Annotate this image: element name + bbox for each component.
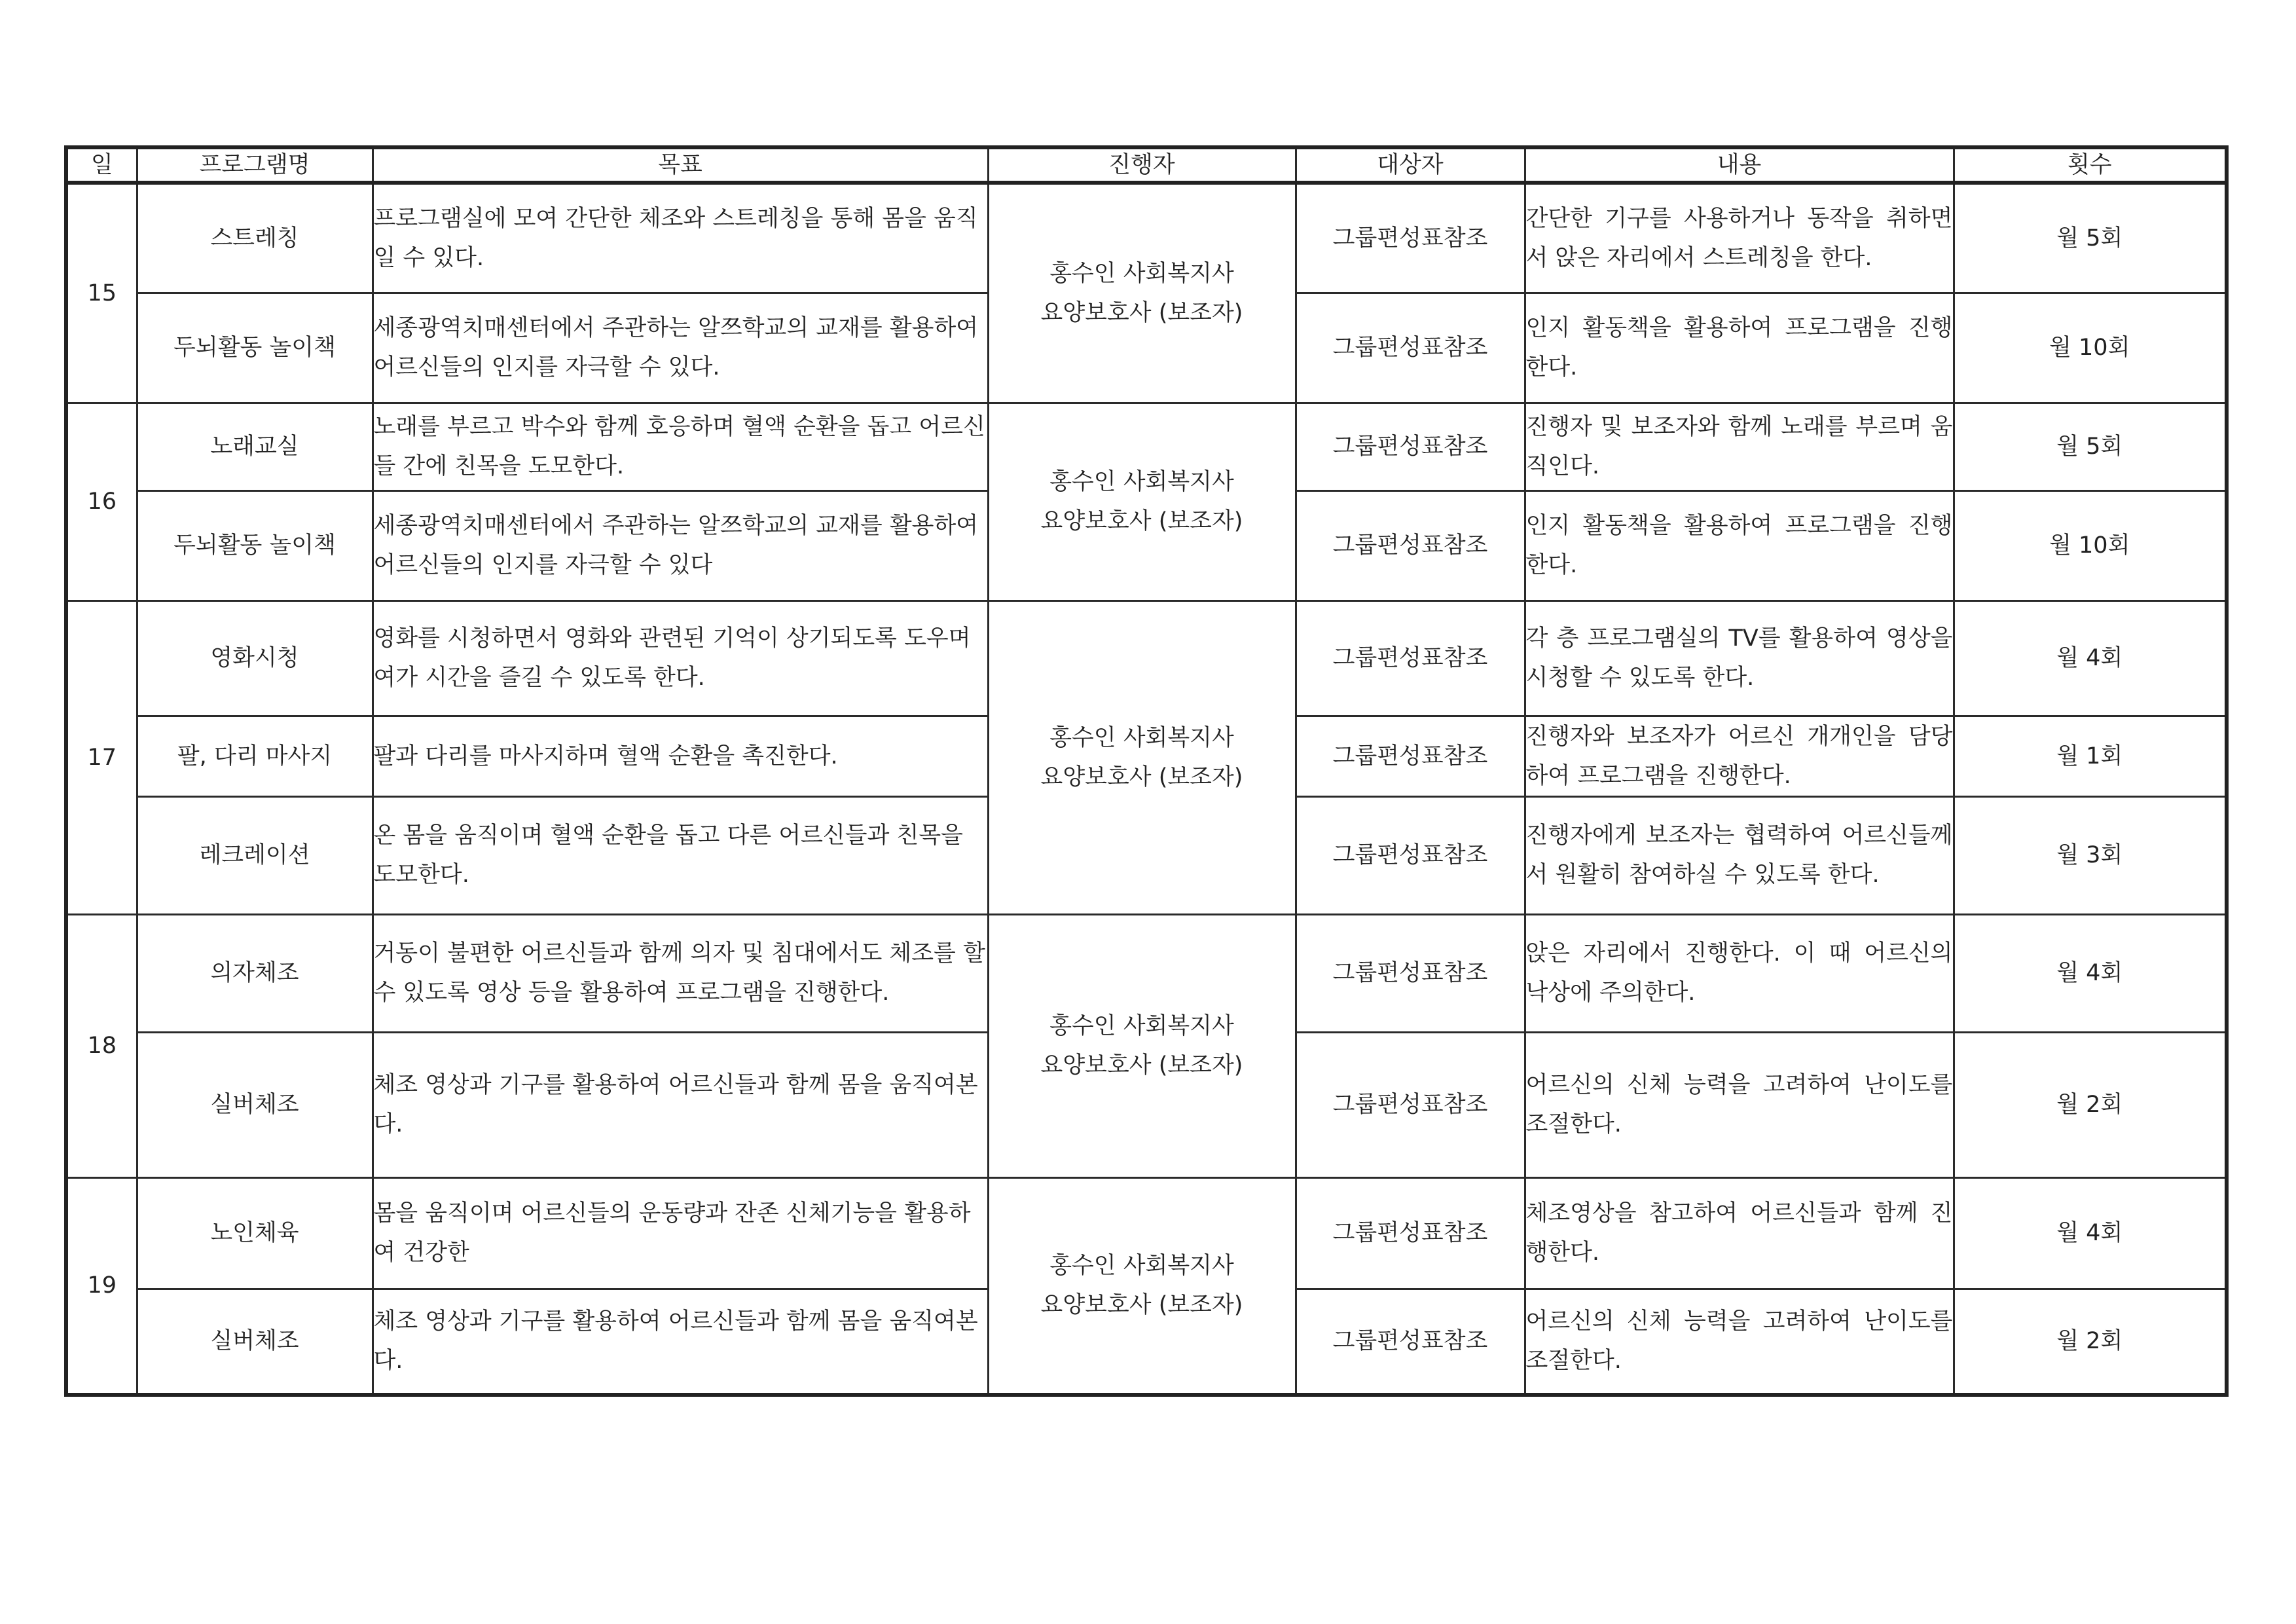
day-cell: 17 <box>66 600 137 914</box>
goal-cell: 몸을 움직이며 어르신들의 운동량과 잔존 신체기능을 활용하여 건강한 <box>373 1177 988 1289</box>
target-cell: 그룹편성표참조 <box>1296 914 1525 1032</box>
target-cell: 그룹편성표참조 <box>1296 183 1525 293</box>
day-cell: 19 <box>66 1177 137 1395</box>
target-cell: 그룹편성표참조 <box>1296 490 1525 600</box>
leader-assistant: 요양보호사 (보조자) <box>1040 764 1243 790</box>
leader-assistant: 요양보호사 (보조자) <box>1040 508 1243 534</box>
target-cell: 그룹편성표참조 <box>1296 716 1525 796</box>
program-schedule-table <box>64 145 2229 1397</box>
content-cell: 체조영상을 참고하여 어르신들과 함께 진행한다. <box>1525 1177 1954 1289</box>
table-row <box>66 600 2227 716</box>
goal-cell: 세종광역치매센터에서 주관하는 알쯔학교의 교재를 활용하여 어르신들의 인지를 자극할 수 있다 <box>373 490 988 600</box>
target-cell: 그룹편성표참조 <box>1296 1177 1525 1289</box>
program-name-cell: 실버체조 <box>137 1032 373 1177</box>
day-cell: 18 <box>66 914 137 1177</box>
table-row <box>66 1177 2227 1289</box>
leader-assistant: 요양보호사 (보조자) <box>1040 1292 1243 1319</box>
program-name-cell: 실버체조 <box>137 1289 373 1395</box>
leader-assistant: 요양보호사 (보조자) <box>1040 299 1243 326</box>
leader-name: 홍수인 사회복지사 <box>1049 1253 1234 1280</box>
program-name-cell: 두뇌활동 놀이책 <box>137 490 373 600</box>
leader-cell <box>988 914 1296 1177</box>
count-cell: 월 10회 <box>1954 490 2227 600</box>
count-cell: 월 1회 <box>1954 716 2227 796</box>
table-row <box>66 914 2227 1032</box>
count-cell: 월 4회 <box>1954 600 2227 716</box>
content-cell: 간단한 기구를 사용하거나 동작을 취하면서 앉은 자리에서 스트레칭을 한다. <box>1525 183 1954 293</box>
count-cell: 월 2회 <box>1954 1289 2227 1395</box>
program-name-cell: 레크레이션 <box>137 796 373 914</box>
leader-name: 홍수인 사회복지사 <box>1049 469 1234 495</box>
program-name-cell: 영화시청 <box>137 600 373 716</box>
header-target: 대상자 <box>1296 147 1525 183</box>
target-cell: 그룹편성표참조 <box>1296 403 1525 490</box>
program-schedule-sheet <box>64 145 2225 1397</box>
target-cell: 그룹편성표참조 <box>1296 1289 1525 1395</box>
goal-cell: 프로그램실에 모여 간단한 체조와 스트레칭을 통해 몸을 움직일 수 있다. <box>373 183 988 293</box>
header-count: 횟수 <box>1954 147 2227 183</box>
target-cell: 그룹편성표참조 <box>1296 600 1525 716</box>
goal-cell: 온 몸을 움직이며 혈액 순환을 돕고 다른 어르신들과 친목을 도모한다. <box>373 796 988 914</box>
program-name-cell: 스트레칭 <box>137 183 373 293</box>
leader-name: 홍수인 사회복지사 <box>1049 1013 1234 1039</box>
day-cell: 15 <box>66 183 137 403</box>
header-content: 내용 <box>1525 147 1954 183</box>
leader-name: 홍수인 사회복지사 <box>1049 724 1234 751</box>
count-cell: 월 3회 <box>1954 796 2227 914</box>
header-leader: 진행자 <box>988 147 1296 183</box>
program-name-cell: 노인체육 <box>137 1177 373 1289</box>
count-cell: 월 5회 <box>1954 183 2227 293</box>
leader-cell <box>988 1177 1296 1395</box>
header-goal: 목표 <box>373 147 988 183</box>
count-cell: 월 4회 <box>1954 914 2227 1032</box>
target-cell: 그룹편성표참조 <box>1296 293 1525 403</box>
count-cell: 월 4회 <box>1954 1177 2227 1289</box>
table-row <box>66 183 2227 293</box>
content-cell: 진행자 및 보조자와 함께 노래를 부르며 움직인다. <box>1525 403 1954 490</box>
program-name-cell: 의자체조 <box>137 914 373 1032</box>
program-name-cell: 두뇌활동 놀이책 <box>137 293 373 403</box>
header-day: 일 <box>66 147 137 183</box>
content-cell: 앉은 자리에서 진행한다. 이 때 어르신의 낙상에 주의한다. <box>1525 914 1954 1032</box>
content-cell: 인지 활동책을 활용하여 프로그램을 진행한다. <box>1525 490 1954 600</box>
program-name-cell: 노래교실 <box>137 403 373 490</box>
leader-cell <box>988 183 1296 403</box>
target-cell: 그룹편성표참조 <box>1296 1032 1525 1177</box>
table-row <box>66 403 2227 490</box>
goal-cell: 노래를 부르고 박수와 함께 호응하며 혈액 순환을 돕고 어르신들 간에 친목을 도모한다. <box>373 403 988 490</box>
leader-cell <box>988 403 1296 600</box>
content-cell: 어르신의 신체 능력을 고려하여 난이도를 조절한다. <box>1525 1289 1954 1395</box>
day-cell: 16 <box>66 403 137 600</box>
goal-cell: 체조 영상과 기구를 활용하여 어르신들과 함께 몸을 움직여본다. <box>373 1289 988 1395</box>
goal-cell: 체조 영상과 기구를 활용하여 어르신들과 함께 몸을 움직여본다. <box>373 1032 988 1177</box>
count-cell: 월 5회 <box>1954 403 2227 490</box>
count-cell: 월 2회 <box>1954 1032 2227 1177</box>
content-cell: 인지 활동책을 활용하여 프로그램을 진행한다. <box>1525 293 1954 403</box>
content-cell: 어르신의 신체 능력을 고려하여 난이도를 조절한다. <box>1525 1032 1954 1177</box>
leader-name: 홍수인 사회복지사 <box>1049 260 1234 287</box>
leader-assistant: 요양보호사 (보조자) <box>1040 1052 1243 1079</box>
leader-cell <box>988 600 1296 914</box>
goal-cell: 세종광역치매센터에서 주관하는 알쯔학교의 교재를 활용하여 어르신들의 인지를 자극할 수 있다. <box>373 293 988 403</box>
content-cell: 진행자에게 보조자는 협력하여 어르신들께서 원활히 참여하실 수 있도록 한다. <box>1525 796 1954 914</box>
count-cell: 월 10회 <box>1954 293 2227 403</box>
header-program: 프로그램명 <box>137 147 373 183</box>
goal-cell: 영화를 시청하면서 영화와 관련된 기억이 상기되도록 도우며 여가 시간을 즐길 수 있도록 한다. <box>373 600 988 716</box>
goal-cell: 팔과 다리를 마사지하며 혈액 순환을 촉진한다. <box>373 716 988 796</box>
table-header-row <box>66 147 2227 183</box>
program-name-cell: 팔, 다리 마사지 <box>137 716 373 796</box>
content-cell: 각 층 프로그램실의 TV를 활용하여 영상을 시청할 수 있도록 한다. <box>1525 600 1954 716</box>
goal-cell: 거동이 불편한 어르신들과 함께 의자 및 침대에서도 체조를 할 수 있도록 영상 등을 활용하여 프로그램을 진행한다. <box>373 914 988 1032</box>
content-cell: 진행자와 보조자가 어르신 개개인을 담당하여 프로그램을 진행한다. <box>1525 716 1954 796</box>
target-cell: 그룹편성표참조 <box>1296 796 1525 914</box>
